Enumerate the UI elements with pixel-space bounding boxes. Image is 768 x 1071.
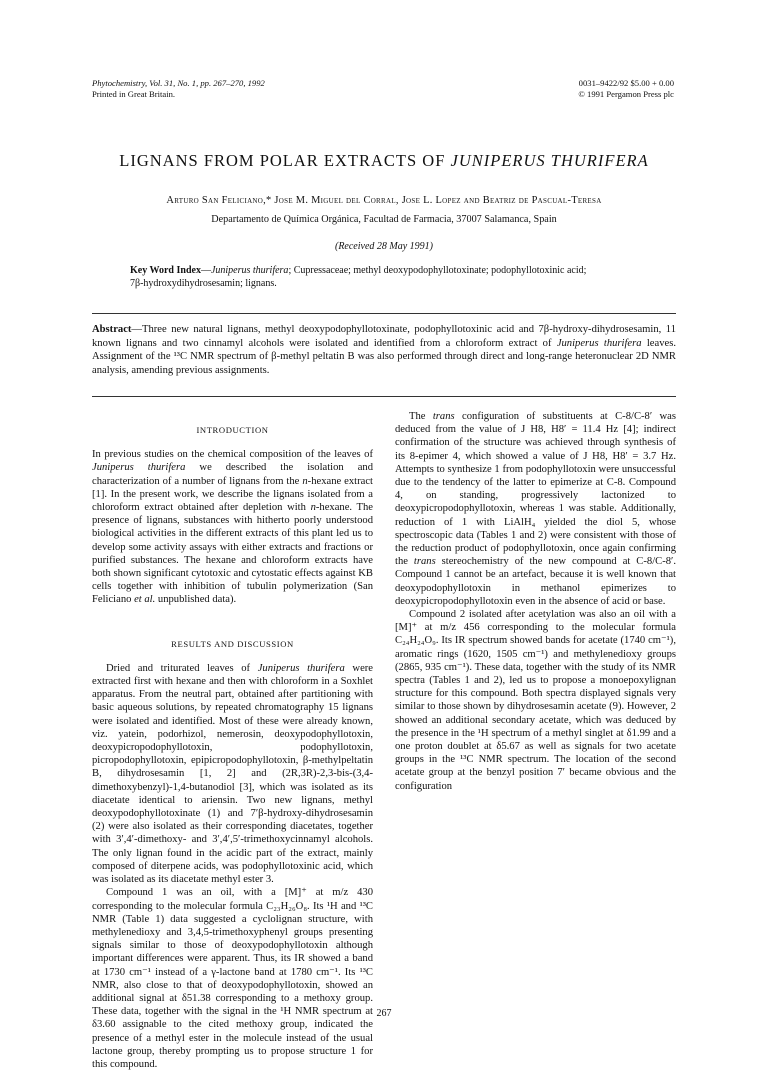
page-number: 267 bbox=[376, 1008, 392, 1019]
results-paragraph-3: The trans configuration of substituents at C-8/C-8′ was deduced from the value of J H8, H8′ = 11.4 Hz [4]; indirect confirmation of the structure was achieved through synthesis of its 8-epimer 4, which showed a value of J H8, H8′ = 3.7 Hz. Attempts to synthesize 1 from podophyllotoxin were unsuccessful due to the tendency of the latter to epimerize at C-8. Compound 4, on standing, progressively lactonized to deoxypicropodophyllotoxin, whereas 1 was stable. Additionally, reduction of 1 with LiAlH₄ yielded the diol 5, whose spectroscopic data (Tables 1 and 2) were consistent with those of the reduction product of podophyllotoxin, once again confirming the trans stereochemistry of the new compound at C-8/C-8′. Compound 1 cannot be an artefact, because it is well known that deoxypodophyllotoxin in methanol epimerizes to deoxypicropodophyllotoxin even in the absence of acid or base. bbox=[395, 411, 677, 607]
results-paragraph-2: Compound 1 was an oil, with a [M]⁺ at m/z 430 corresponding to the molecular formula C₂₃H₂₆O₈. Its ¹H and ¹³C NMR (Table 1) data suggested a cyclolignan structure, with methylenedioxy and 3,4,5-trimethoxyphenyl groups presenting signals similar to those of deoxypodophyllotoxin although important differences were apparent. Thus, its IR showed a band at 1730 cm⁻¹ instead of a γ-lactone band at 1780 cm⁻¹. Its ¹³C NMR, also close to that of deoxypodophyllotoxin, showed an additional signal at δ51.38 corresponding to a methoxy group. These data, together with the signal in the ¹H NMR spectrum at δ3.60 assignable to the cited methoxy group, indicated the presence of a methyl ester in the molecule instead of the usual lactone group, thereby prompting us to propose structure 1 for this compound. bbox=[92, 887, 373, 1070]
journal-header-right bbox=[578, 78, 674, 100]
keywords-label: Key Word Index bbox=[130, 265, 201, 276]
abstract-label: Abstract bbox=[92, 324, 132, 335]
results-heading: RESULTS AND DISCUSSION bbox=[171, 638, 294, 649]
issn-price: 0031–9422/92 $5.00 + 0.00 bbox=[578, 78, 674, 88]
keyword-index: Key Word Index—Juniperus thurifera; Cupressaceae; methyl deoxypodophyllotoxinate; podophyllotoxinic acid; 7β-hydroxydihydrosesamin; lignans. bbox=[130, 265, 587, 289]
abstract: Abstract—Three new natural lignans, methyl deoxypodophyllotoxinate, podophyllotoxinic acid and 7β-hydroxy-dihydrosesamin, 11 known lignans and two cinnamyl alcohols were isolated and identified from a chloroform extract of Juniperus thurifera leaves. Assignment of the ¹³C NMR spectrum of β-methyl peltatin B was also performed through direct and long-range heteronuclear 2D NMR analysis, amending previous assignments. bbox=[92, 324, 676, 376]
journal-citation: Phytochemistry, Vol. 31, No. 1, pp. 267–270, 1992 bbox=[92, 78, 265, 88]
author-list: Arturo San Feliciano,* Jose M. Miguel del Corral, Jose L. Lopez and Beatriz de Pascual-Teresa bbox=[166, 195, 602, 206]
title-species: JUNIPERUS THURIFERA bbox=[450, 151, 649, 170]
printed-location: Printed in Great Britain. bbox=[92, 89, 176, 99]
journal-header-left bbox=[92, 78, 265, 100]
intro-heading: INTRODUCTION bbox=[196, 425, 269, 435]
results-paragraph-1: Dried and triturated leaves of Juniperus thurifera were extracted first with hexane and then with chloroform in a Soxhlet apparatus. From the neutral part, obtained after partitioning with basic aqueous solutions, by repeated chromatography 15 lignans were isolated and identified. Most of these were already known, viz. yatein, podorhizol, nemerosin, deoxypodophyllotoxin, deoxypicropodophyllotoxin, podophyllotoxin, picropodophyllotoxin, epipicropodophyllotoxin, β-methylpeltatin B, dihydrosesamin [1, 2] and (2R,3R)-2,3-bis-(3,4-dimethoxybenzyl)-1,4-butanodiol [3], which was isolated as its diacetate identical to ariensin. Two new lignans, methyl deoxypodophyllotoxinate (1) and 7′β-hydroxy-dihydrosesamin (2) were also isolated as their corresponding diacetates, together with 3′,4′-dimethoxy- and 3′,4′,5′-trimethoxycinnamyl alcohols. The only lignan found in the acidic part of the extract, mainly composed of diterpene acids, was podophyllotoxinic acid, which was isolated as its diacetate methyl ester 3. bbox=[92, 662, 374, 886]
title-prefix: LIGNANS FROM POLAR EXTRACTS OF bbox=[119, 151, 446, 170]
keywords-species: Juniperus thurifera bbox=[210, 265, 289, 276]
copyright-notice: © 1991 Pergamon Press plc bbox=[578, 89, 674, 99]
divider-bottom bbox=[92, 396, 676, 397]
right-column bbox=[395, 410, 676, 793]
divider-top bbox=[92, 313, 676, 314]
results-paragraph-4: Compound 2 isolated after acetylation was also an oil with a [M]⁺ at m/z 456 corresponding to the molecular formula C₂₄H₂₄O₉. Its IR spectrum showed bands for acetate (1740 cm⁻¹), aromatic rings (1620, 1505 cm⁻¹) and methylenedioxy groups (2865, 935 cm⁻¹). These data, together with the study of its NMR spectra (Tables 1 and 2), led us to propose a monoepoxylignan structure for this compound. Both spectra displayed signals very similar to those shown by dihydrosesamin acetate (9). However, 2 showed an additional secondary acetate, which was deduced by the presence in the ¹H spectrum of a methyl singlet at δ1.99 and a one proton doublet at δ5.67 as well as signals for two acetate groups in the ¹³C NMR spectrum. The location of the second acetate group at the benzyl position 7′ became obvious and the configuration bbox=[395, 609, 676, 792]
affiliation: Departamento de Química Orgánica, Facultad de Farmacia, 37007 Salamanca, Spain bbox=[211, 214, 557, 225]
received-date: (Received 28 May 1991) bbox=[334, 241, 433, 252]
intro-paragraph: In previous studies on the chemical composition of the leaves of Juniperus thurifera we described the isolation and characterization of a number of lignans from the n-hexane extract [1]. In the present work, we describe the lignans isolated from a chloroform extract obtained after depletion with n-hexane. The presence of lignans, substances with hitherto poorly understood biological activities in the different extracts of this plant led us to develop some activity assays with either extracts and fractions or purified substances. The hexane and chloroform extracts have both shown significant cytotoxic and cytostatic effects against KB cells together with inhibition of tubulin polymerization (San Feliciano et al. unpublished data). bbox=[92, 449, 373, 606]
left-column bbox=[92, 424, 373, 1071]
article-title bbox=[0, 151, 768, 171]
